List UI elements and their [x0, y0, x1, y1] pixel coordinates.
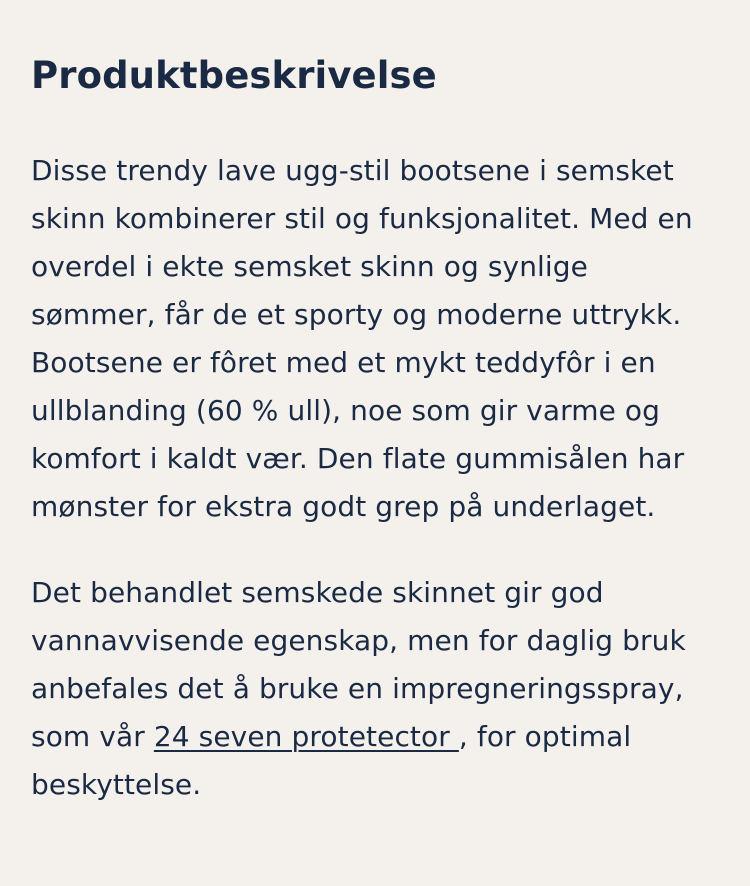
- care-paragraph: [31, 569, 718, 809]
- care-text-after-link: , for optimal beskyttelse.: [31, 720, 632, 801]
- section-title: Produktbeskrivelse: [31, 54, 437, 97]
- care-text-before-link: Det behandlet semskede skinnet gir god vannavvisende egenskap, men for daglig bruk anbefales det å bruke en impregneringsspray, som vår: [31, 576, 686, 753]
- description-paragraph: Disse trendy lave ugg-stil bootsene i semsket skinn kombinerer stil og funksjonalitet. Med en overdel i ekte semsket skinn og synlige sømmer, får de et sporty og moderne uttrykk. Bootsene er fôret med et mykt teddyfôr i en ullblanding (60 % ull), noe som gir varme og komfort i kaldt vær. Den flate gummisålen har mønster for ekstra godt grep på underlaget.: [31, 154, 693, 523]
- protector-product-link[interactable]: 24 seven protetector: [153, 720, 459, 753]
